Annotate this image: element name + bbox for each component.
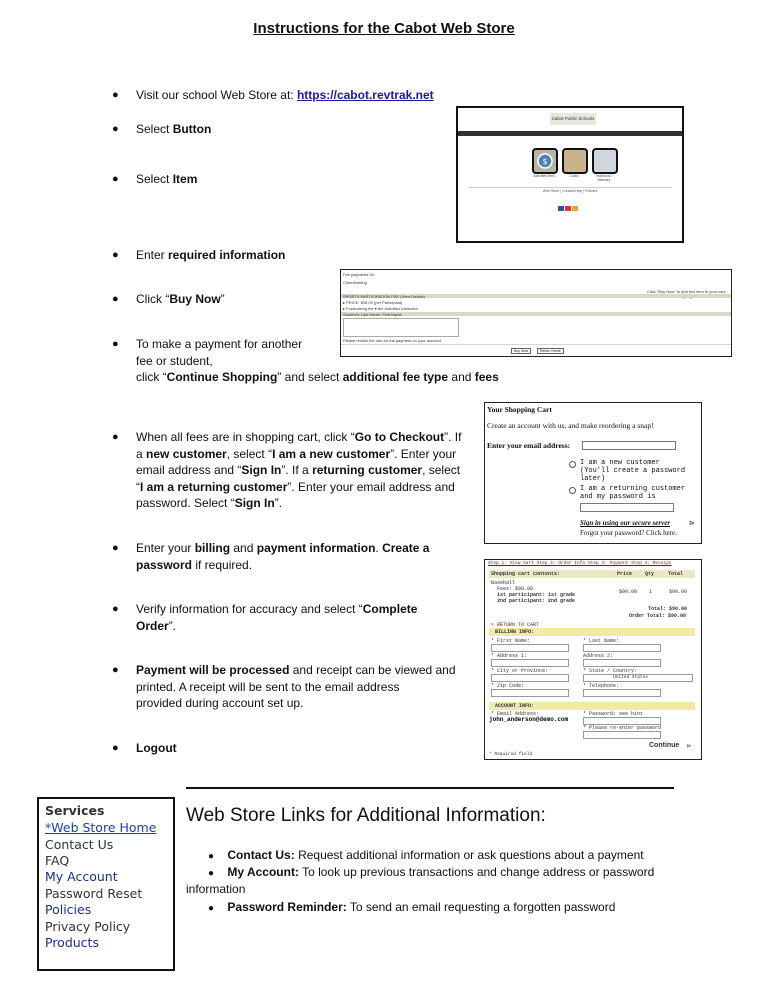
payment-cards-icon bbox=[558, 198, 580, 203]
bullet-icon: ● bbox=[208, 903, 215, 914]
step-emphasis: Create a bbox=[382, 541, 430, 555]
item-band bbox=[341, 344, 731, 345]
link-desc: To look up previous transactions and change address or password bbox=[298, 865, 655, 879]
step-text: and receipt can be viewed and bbox=[289, 663, 456, 677]
order-total: Order Total: $90.00 bbox=[629, 613, 687, 619]
cart-item-qty: 1 bbox=[649, 589, 653, 595]
zip-label: * Zip Code: bbox=[491, 683, 525, 689]
step-text: . bbox=[375, 541, 383, 555]
returning-customer-note: and my password is bbox=[580, 493, 656, 501]
new-customer-note: (You'll create a password later) bbox=[580, 467, 686, 483]
state-label: * State / Country: bbox=[583, 668, 638, 674]
item-page-line: Fee payments for bbox=[343, 272, 375, 277]
services-item-privacy-policy[interactable]: Privacy Policy bbox=[45, 919, 131, 934]
step-text: , select “ bbox=[226, 446, 273, 461]
return-home-button: Return Home bbox=[537, 348, 564, 354]
step-emphasis: Button bbox=[172, 122, 212, 136]
step-text: “ bbox=[136, 479, 140, 494]
tile-label: Clubs bbox=[569, 174, 579, 178]
step-text: password. Select “ bbox=[136, 496, 235, 510]
sign-in-link: Sign in using our secure server bbox=[580, 519, 671, 527]
clubs-tile-icon bbox=[562, 148, 588, 174]
step-text: ”. bbox=[274, 496, 283, 510]
step-emphasis: I am a new customer bbox=[272, 446, 391, 461]
city-field bbox=[491, 674, 569, 682]
email-label: Enter your email address: bbox=[487, 441, 571, 450]
step-text: and bbox=[230, 541, 257, 555]
first-name-field bbox=[491, 644, 569, 652]
step-emphasis: fees bbox=[474, 370, 499, 384]
links-heading: Web Store Links for Additional Information: bbox=[186, 805, 546, 826]
account-heading: ACCOUNT INFO: bbox=[495, 703, 535, 709]
bullet-icon: ● bbox=[112, 664, 119, 676]
bullet-icon: ● bbox=[112, 89, 119, 101]
bullet-icon: ● bbox=[112, 338, 119, 350]
bullet-icon: ● bbox=[112, 542, 119, 554]
step-emphasis: additional fee type bbox=[342, 370, 449, 384]
step-text: a bbox=[136, 446, 147, 461]
forgot-password-link: Forgot your password? Click here. bbox=[580, 529, 677, 537]
student-name-field bbox=[343, 318, 459, 337]
zip-field bbox=[491, 689, 569, 697]
services-item-web-store-home[interactable]: *Web Store Home bbox=[45, 820, 157, 835]
email-input bbox=[582, 441, 676, 450]
item-page-line: ▸ PRICE: $35.00 (per Participant) bbox=[343, 300, 403, 305]
step-emphasis: Order bbox=[136, 618, 169, 633]
address1-label: * Address 1: bbox=[491, 653, 528, 659]
svg-text:$: $ bbox=[542, 157, 548, 166]
services-item-password-reset[interactable]: Password Reset bbox=[45, 886, 143, 901]
step-text: ”. If bbox=[444, 430, 462, 444]
bullet-icon: ● bbox=[112, 742, 119, 754]
step-emphasis: Go to Checkout bbox=[354, 430, 445, 444]
step-text: ”. bbox=[168, 618, 177, 633]
cart-item-price: $90.00 bbox=[619, 589, 638, 595]
cart-item-name: Baseball bbox=[491, 580, 516, 586]
new-customer-radio bbox=[569, 461, 576, 468]
continue-button: Continue bbox=[649, 742, 680, 749]
step-text: To make a payment for another bbox=[136, 337, 303, 351]
password-field bbox=[583, 717, 661, 725]
yearbook-tile-icon bbox=[592, 148, 618, 174]
returning-customer-radio bbox=[569, 487, 576, 494]
city-label: * City or Province: bbox=[491, 668, 549, 674]
bullet-icon: ● bbox=[208, 868, 215, 879]
address2-label: Address 2: bbox=[583, 653, 614, 659]
services-item-policies[interactable]: Policies bbox=[45, 902, 92, 917]
item-page-screenshot bbox=[340, 269, 732, 357]
link-desc: To send an email requesting a forgotten password bbox=[346, 900, 616, 914]
step-text: Select bbox=[136, 122, 173, 136]
bullet-icon: ● bbox=[112, 431, 119, 443]
bullet-icon: ● bbox=[112, 173, 119, 185]
link-term: Contact Us: bbox=[227, 848, 295, 862]
step-text: ” bbox=[220, 292, 225, 306]
link-desc-my-account bbox=[208, 864, 654, 883]
billing-heading: BILLING INFO: bbox=[495, 629, 535, 635]
store-nav-bar bbox=[458, 131, 682, 136]
services-item-products[interactable]: Products bbox=[45, 935, 99, 950]
bullet-icon: ● bbox=[208, 851, 215, 862]
step-emphasis: Buy Now bbox=[169, 292, 221, 306]
tile-label: Yearbook / Memory bbox=[595, 174, 613, 182]
arrow-right-icon: ⊳ bbox=[687, 743, 692, 751]
last-name-label: * Last Name: bbox=[583, 638, 620, 644]
password-input bbox=[580, 503, 674, 512]
tile-label: Activities fees bbox=[533, 174, 555, 178]
email-label: * Email Address: bbox=[491, 711, 540, 717]
bullet-icon: ● bbox=[112, 603, 119, 615]
cart-total: Total: $90.00 bbox=[648, 606, 688, 612]
cart-item-detail: 1st participant: 1st grade bbox=[497, 592, 576, 598]
step-text: email address and “ bbox=[136, 463, 242, 477]
address2-field bbox=[583, 659, 661, 667]
first-name-label: * First Name: bbox=[491, 638, 531, 644]
step-text: ”. Enter your bbox=[390, 446, 457, 461]
step-text: fee or student, bbox=[136, 353, 213, 368]
link-desc-contact-us bbox=[208, 847, 644, 866]
step-text: provided during account set up. bbox=[136, 696, 304, 710]
step-text: Visit our school Web Store at: bbox=[136, 88, 297, 102]
step-emphasis: I am a returning customer bbox=[140, 479, 288, 494]
web-store-link[interactable]: https://cabot.revtrak.net bbox=[296, 88, 434, 102]
bullet-icon: ● bbox=[112, 249, 119, 261]
store-footer: Web Store | Contact/Help | Policies bbox=[542, 189, 598, 193]
item-page-line: Student's Last Name, First Name bbox=[343, 312, 402, 317]
step-emphasis: Sign In bbox=[241, 463, 282, 477]
col-price: Price bbox=[617, 571, 633, 577]
item-page-line: Cheerleading bbox=[343, 280, 367, 285]
buy-now-button: Buy Now bbox=[511, 348, 531, 354]
country-value: United States bbox=[613, 675, 649, 680]
col-total: Total bbox=[668, 571, 684, 577]
cart-item-total: $90.00 bbox=[669, 589, 688, 595]
step-text: Click “ bbox=[136, 292, 170, 306]
password-confirm-label: * Please re-enter password bbox=[583, 725, 662, 731]
step-emphasis: Item bbox=[172, 172, 198, 186]
step-text: Enter bbox=[136, 248, 169, 262]
step-text: click “ bbox=[136, 370, 167, 384]
order-info-screenshot bbox=[484, 559, 702, 760]
step-text: Enter your bbox=[136, 541, 195, 555]
step-text: When all fees are in shopping cart, click “ bbox=[136, 430, 355, 444]
item-page-line: Please review the cart for the payment on your account bbox=[343, 338, 441, 343]
link-term: My Account: bbox=[227, 865, 299, 879]
link-desc: Request additional information or ask questions about a payment bbox=[294, 848, 644, 862]
services-item-contact-us[interactable]: Contact Us bbox=[45, 837, 114, 852]
step-text: , select bbox=[422, 463, 461, 477]
link-desc-continued: information bbox=[186, 882, 246, 896]
step-text: and bbox=[448, 370, 475, 384]
item-page-line: ▸ Fundraising fee ▾ the Activities Instructor bbox=[343, 306, 418, 311]
password-confirm-field bbox=[583, 731, 661, 739]
step-text: if required. bbox=[192, 557, 253, 572]
section-divider bbox=[186, 787, 674, 789]
step-emphasis: Complete bbox=[362, 602, 418, 616]
col-qty: Qty bbox=[645, 571, 655, 577]
cart-item-detail: 2nd participant: 2nd grade bbox=[497, 598, 576, 604]
phone-label: * Telephone: bbox=[583, 683, 620, 689]
step-text: Verify information for accuracy and select “ bbox=[136, 602, 363, 616]
bullet-icon: ● bbox=[112, 123, 119, 135]
email-value: john_anderson@demo.com bbox=[489, 716, 569, 723]
returning-customer-label: I am a returning customer bbox=[580, 485, 686, 493]
phone-field bbox=[583, 689, 661, 697]
step-text: ” and select bbox=[277, 370, 343, 384]
cart-contents-heading: Shopping cart contents: bbox=[491, 571, 561, 577]
cart-subheading: Create an account with us, and make reordering a snap! bbox=[487, 421, 654, 430]
step-emphasis: Sign In bbox=[234, 496, 275, 510]
services-item-my-account[interactable]: My Account bbox=[45, 869, 118, 884]
last-name-field bbox=[583, 644, 661, 652]
step-emphasis: Continue Shopping bbox=[166, 370, 278, 384]
checkout-steps: Step 1: View Cart Step 2: Order Info Step 3: Payment Step 4: Receipt bbox=[488, 561, 672, 566]
services-menu bbox=[37, 797, 175, 971]
link-term: Password Reminder: bbox=[227, 900, 347, 914]
required-note: * Required field bbox=[489, 752, 533, 757]
cart-item-detail: Fees: $90.00 bbox=[497, 586, 534, 592]
step-text: printed. A receipt will be sent to the email address bbox=[136, 679, 400, 694]
step-emphasis: new customer bbox=[146, 446, 227, 461]
step-emphasis: returning customer bbox=[312, 463, 423, 477]
services-heading: Services bbox=[45, 803, 105, 818]
store-home-screenshot bbox=[456, 106, 684, 243]
password-label: * Password: see hint bbox=[583, 711, 644, 717]
step-emphasis: billing bbox=[194, 541, 231, 555]
page-title: Instructions for the Cabot Web Store bbox=[253, 20, 515, 37]
step-emphasis: payment information bbox=[256, 541, 376, 555]
item-page-line: SPORTS PARTICIPATION FEE (View Details) bbox=[343, 294, 425, 299]
step-text: Select bbox=[136, 172, 173, 186]
step-text: ”. If a bbox=[281, 463, 313, 477]
arrow-right-icon: ⊳ bbox=[689, 519, 695, 527]
item-page-line: Click "Buy Now" to add this item to your cart. bbox=[647, 289, 727, 294]
services-item-faq[interactable]: FAQ bbox=[45, 853, 70, 868]
divider bbox=[468, 187, 672, 188]
activities-tile-icon bbox=[532, 148, 558, 174]
step-text: ”. Enter your email address and bbox=[287, 479, 455, 494]
address1-field bbox=[491, 659, 569, 667]
new-customer-label: I am a new customer bbox=[580, 459, 660, 467]
step-emphasis: required information bbox=[168, 248, 286, 262]
shopping-cart-screenshot bbox=[484, 402, 702, 544]
step-emphasis: Logout bbox=[136, 741, 177, 755]
return-to-cart-link: < RETURN TO CART bbox=[491, 622, 540, 628]
bullet-icon: ● bbox=[112, 293, 119, 305]
link-desc-password-reminder bbox=[208, 899, 615, 918]
store-header-logo: Cabot Public Schools bbox=[550, 113, 596, 125]
step-emphasis: Payment will be processed bbox=[136, 663, 290, 677]
step-emphasis: password bbox=[136, 557, 193, 572]
cart-heading: Your Shopping Cart bbox=[487, 405, 552, 414]
